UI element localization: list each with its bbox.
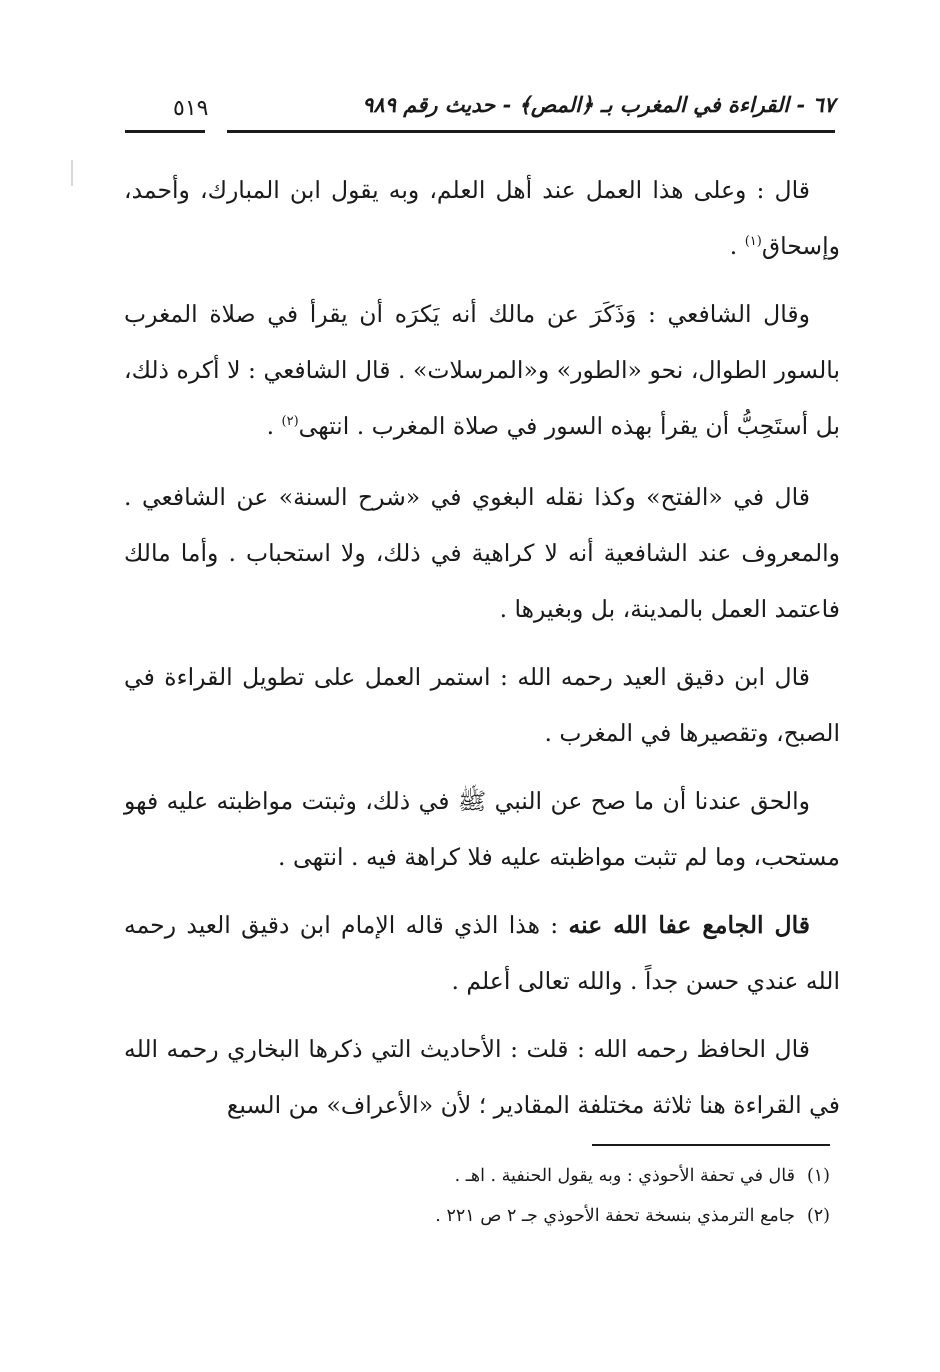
paragraph-2 bbox=[124, 286, 840, 454]
paragraph-1-text: قال : وعلى هذا العمل عند أهل العلم، وبه يقول ابن المبارك، وأحمد، وإسحاق bbox=[124, 176, 840, 260]
paragraph-2-text: وقال الشافعي : وَذَكَرَ عن مالك أنه يَكرَه أن يقرأ في صلاة المغرب بالسور الطوال، نحو «الطور» و«المرسلات» . قال الشافعي : لا أكره ذلك، بل أستَحِبُّ أن يقرأ بهذه السور في صلاة المغرب . انتهى bbox=[124, 300, 840, 440]
paragraph-2-end: . bbox=[266, 412, 282, 440]
paragraph-6 bbox=[124, 897, 840, 1009]
footnote-2-text: جامع الترمذي بنسخة تحفة الأحوذي جـ ٢ ص ٢٢١ . bbox=[435, 1206, 795, 1226]
page-number-rule bbox=[125, 130, 205, 133]
paragraph-4: قال ابن دقيق العيد رحمه الله : استمر العمل على تطويل القراءة في الصبح، وتقصيرها في المغرب . bbox=[124, 663, 840, 747]
page-number: ٥١٩ bbox=[173, 96, 209, 121]
header-title: ٦٧ - القراءة في المغرب بـ ﴿المص﴾ - حديث رقم ٩٨٩ bbox=[362, 92, 835, 117]
paragraph-3: قال في «الفتح» وكذا نقله البغوي في «شرح السنة» عن الشافعي . والمعروف عند الشافعية أنه لا كراهية في ذلك، ولا استحباب . وأما مالك فاعتمد العمل بالمدينة، بل وبغيرها . bbox=[124, 483, 840, 623]
paragraph-6-text: : هذا الذي قاله الإمام ابن دقيق العيد رحمه الله عندي حسن جداً . والله تعالى أعلم . bbox=[124, 911, 840, 995]
footnote-1-number: (١) bbox=[806, 1166, 830, 1186]
footnotes bbox=[300, 1156, 830, 1236]
paragraph-1-end: . bbox=[729, 232, 745, 260]
paragraph-5: والحق عندنا أن ما صح عن النبي ﷺ في ذلك، وثبتت مواظبته عليه فهو مستحب، وما لم تثبت مواظبته عليه فلا كراهة فيه . انتهى . bbox=[124, 787, 840, 871]
footnote-1-text: قال في تحفة الأحوذي : وبه يقول الحنفية . اهـ . bbox=[454, 1166, 795, 1186]
running-header bbox=[125, 92, 835, 136]
paragraph-7: قال الحافظ رحمه الله : قلت : الأحاديث التي ذكرها البخاري رحمه الله في القراءة هنا ثلاثة مختلفة المقادير ؛ لأن «الأعراف» من السبع bbox=[124, 1035, 840, 1119]
footnote-2-number: (٢) bbox=[806, 1206, 830, 1226]
footnote-ref-2[interactable]: (٢) bbox=[281, 414, 299, 430]
body-text bbox=[124, 162, 840, 1145]
scan-mark bbox=[71, 160, 73, 186]
footnote-1 bbox=[300, 1156, 830, 1196]
footnote-rule bbox=[592, 1144, 830, 1146]
compiler-lead: قال الجامع عفا الله عنه bbox=[568, 911, 810, 939]
paragraph-1 bbox=[124, 162, 840, 274]
header-rule bbox=[227, 130, 835, 133]
footnote-2 bbox=[300, 1196, 830, 1236]
footnote-ref-1[interactable]: (١) bbox=[744, 234, 762, 250]
